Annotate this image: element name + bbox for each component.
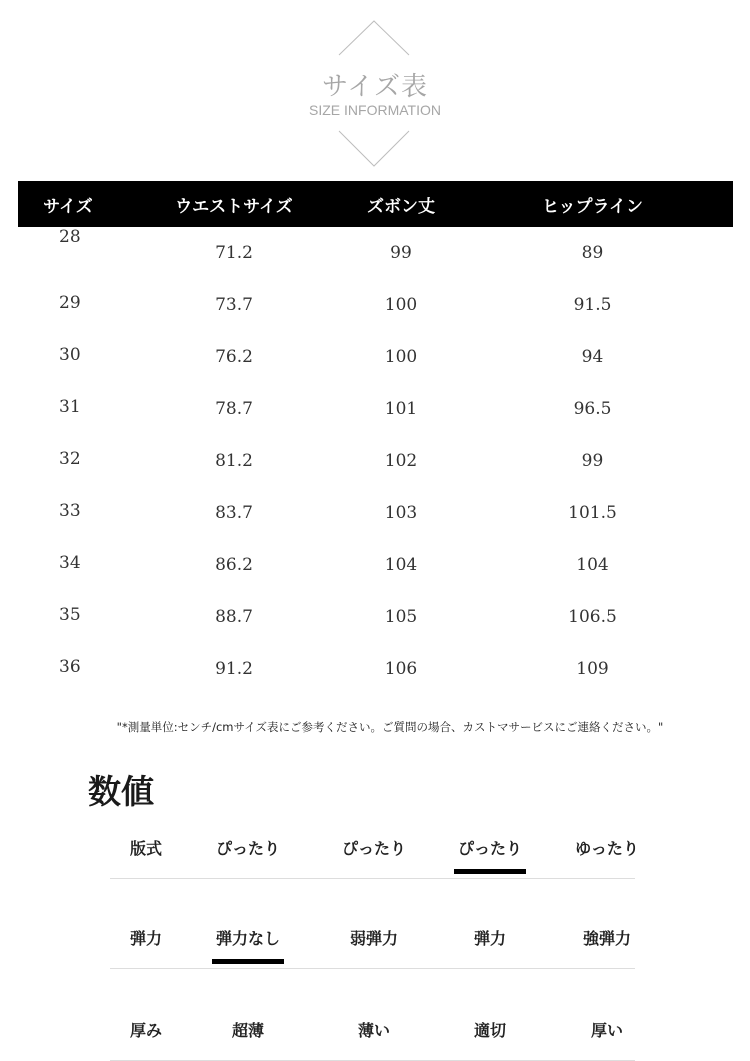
length-cell: 100	[384, 295, 418, 315]
attribute-label: 版式	[129, 839, 162, 858]
hip-cell: 99	[581, 451, 604, 471]
size-cell: 31	[59, 397, 81, 417]
hip-cell: 104	[576, 555, 609, 575]
length-cell: 106	[384, 659, 418, 679]
waist-cell: 71.2	[215, 243, 253, 263]
length-cell: 103	[384, 503, 418, 523]
waist-cell: 86.2	[215, 555, 253, 575]
table-row	[18, 591, 733, 643]
values-section-title: 数値	[88, 772, 154, 811]
size-cell: 30	[59, 345, 81, 365]
attribute-label: 弾力	[129, 929, 162, 948]
attribute-option: ゆったり	[575, 839, 639, 858]
table-row	[18, 435, 733, 487]
hip-cell: 89	[581, 243, 604, 263]
attribute-option-selected: ぴったり	[440, 834, 540, 864]
hip-cell: 109	[576, 659, 609, 679]
length-cell: 105	[384, 607, 418, 627]
waist-cell: 83.7	[215, 503, 253, 523]
waist-cell: 73.7	[215, 295, 253, 315]
attribute-option: 強弾力	[582, 929, 631, 948]
attribute-option-selected: 弾力なし	[198, 924, 298, 954]
waist-cell: 81.2	[215, 451, 253, 471]
size-cell: 35	[59, 605, 81, 625]
column-header-size: サイズ	[43, 196, 93, 217]
length-cell: 100	[384, 347, 418, 367]
attribute-option: 薄い	[357, 1021, 390, 1040]
table-row	[18, 279, 733, 331]
length-cell: 102	[384, 451, 418, 471]
hip-cell: 101.5	[568, 503, 617, 523]
waist-cell: 78.7	[215, 399, 253, 419]
length-cell: 99	[390, 243, 412, 263]
attribute-option: 弾力	[473, 929, 506, 948]
size-cell: 33	[59, 501, 81, 521]
waist-cell: 88.7	[215, 607, 253, 627]
size-cell: 32	[59, 449, 81, 469]
size-cell: 29	[59, 293, 81, 313]
size-info-header	[0, 0, 750, 175]
column-header-hip: ヒップライン	[542, 196, 643, 217]
attribute-row	[110, 924, 635, 969]
attribute-option: 厚い	[590, 1021, 623, 1040]
header-title: サイズ表	[322, 72, 428, 102]
measurement-note: "*測量単位:センチ/cmサイズ表にご参考ください。ご質問の場合、カストマサービスにご連絡ください。"	[116, 720, 664, 734]
attribute-label: 厚み	[129, 1021, 162, 1040]
attribute-row	[110, 1016, 635, 1061]
hip-cell: 91.5	[573, 295, 612, 315]
column-header-waist: ウエストサイズ	[175, 196, 293, 217]
header-subtitle: SIZE INFORMATION	[309, 102, 441, 118]
size-cell: 28	[59, 227, 81, 247]
hip-cell: 94	[581, 347, 604, 367]
table-row	[18, 227, 733, 279]
hip-cell: 106.5	[568, 607, 617, 627]
table-row	[18, 643, 733, 695]
table-row	[18, 331, 733, 383]
attribute-option: 弱弾力	[349, 929, 398, 948]
attribute-option: 適切	[473, 1021, 506, 1040]
table-row	[18, 539, 733, 591]
length-cell: 104	[384, 555, 418, 575]
attribute-option: ぴったり	[341, 839, 406, 858]
column-header-length: ズボン丈	[367, 196, 435, 217]
size-table	[18, 181, 733, 695]
size-cell: 34	[59, 553, 81, 573]
attribute-row	[110, 834, 639, 879]
table-row	[18, 383, 733, 435]
attribute-option: 超薄	[231, 1021, 264, 1040]
table-row	[18, 487, 733, 539]
size-cell: 36	[59, 657, 81, 677]
length-cell: 101	[384, 399, 418, 419]
waist-cell: 91.2	[215, 659, 253, 679]
attribute-option: ぴったり	[215, 839, 280, 858]
size-table-header-row	[18, 181, 733, 227]
waist-cell: 76.2	[215, 347, 253, 367]
hip-cell: 96.5	[573, 399, 612, 419]
